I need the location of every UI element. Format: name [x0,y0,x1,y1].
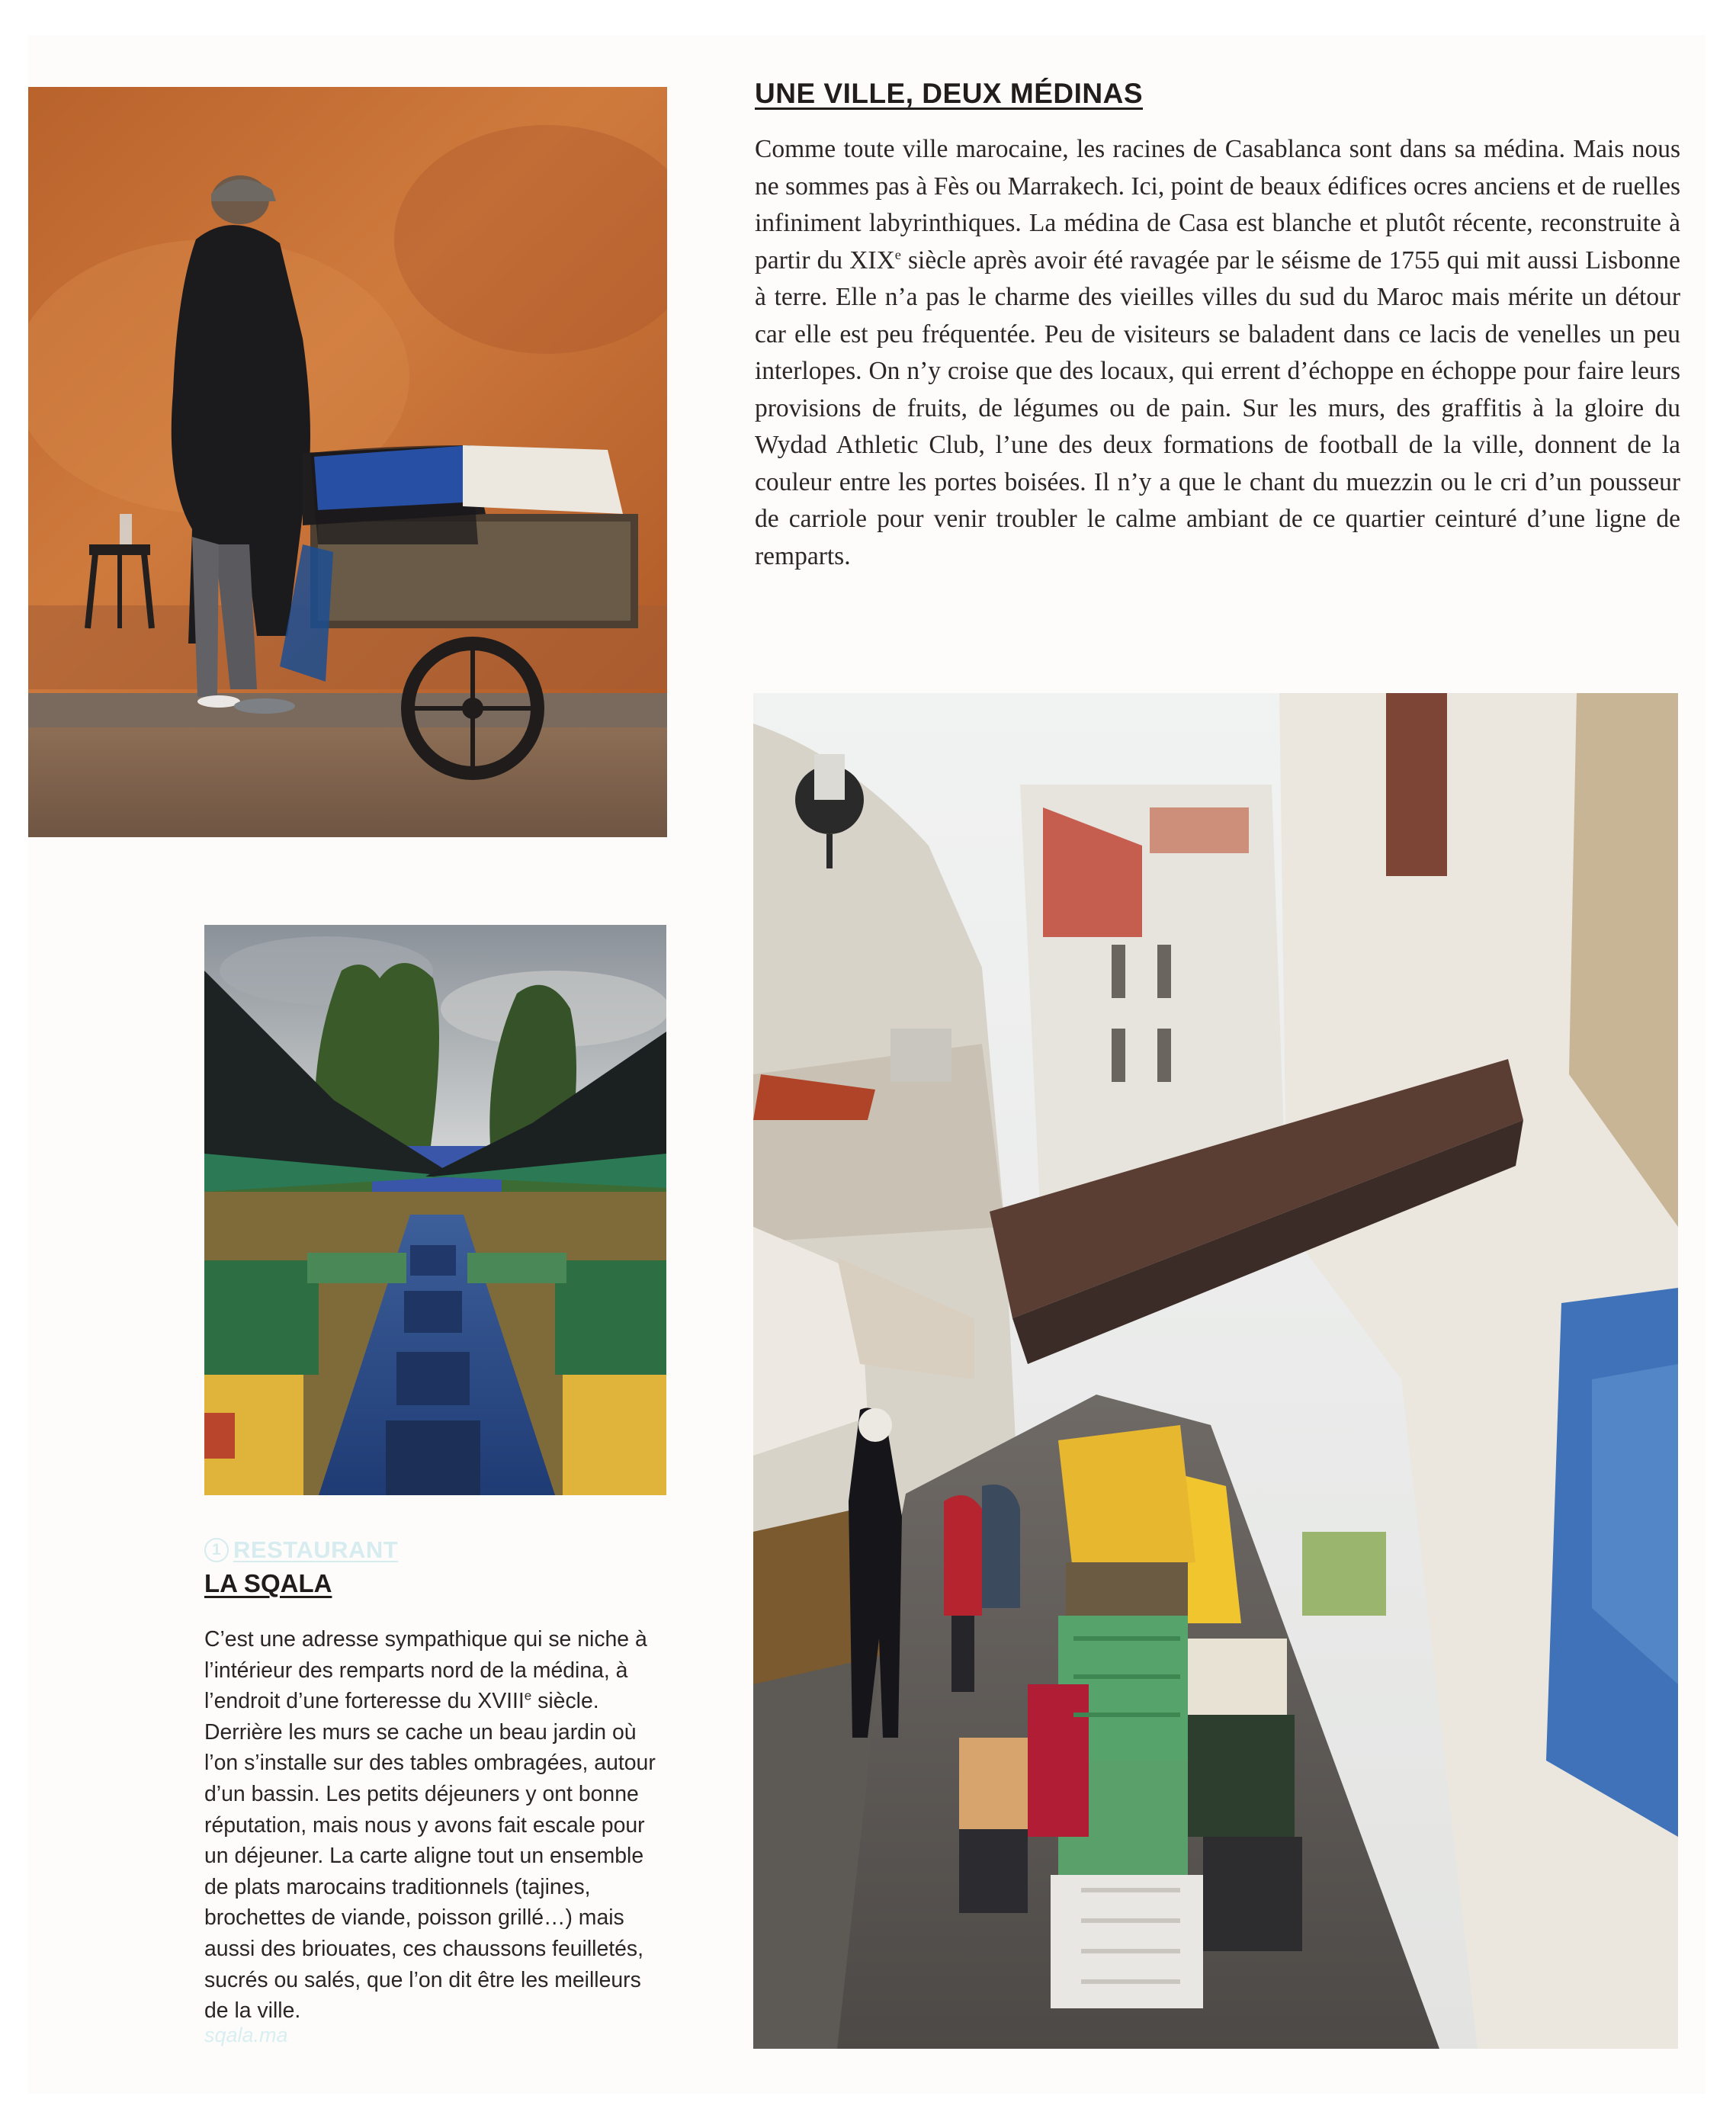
article-heading: UNE VILLE, DEUX MÉDINAS [755,78,1143,109]
restaurant-category: RESTAURANT [233,1536,399,1563]
restaurant-description: C’est une adresse sympathique qui se niche à l’intérieur des remparts nord de la médina, à l’endroit d’une forteresse du XVIIIe siècle. Derrière les murs se cache un beau jardin où l’on s’installe sur des tables ombragées, autour d’un bassin. Les petits déjeuners y ont bonne réputation, mais nous y avons fait escale pour un déjeuner. La carte aligne tout un ensemble de plats marocains traditionnels (tajines, brochettes de viande, poisson grillé…) mais aussi des briouates, ces chaussons feuilletés, sucrés ou salés, que l’on dit être les meilleurs de la ville. [204,1627,656,2024]
restaurant-name: LA SQALA [204,1569,332,1597]
photo-cart-vendor [28,87,667,837]
circled-number-icon: 1 [204,1538,229,1562]
restaurant-kicker [204,1536,398,1564]
photo-medina-street [753,693,1678,2049]
photo-la-sqala-garden [204,925,666,1495]
article-body: Comme toute ville marocaine, les racines de Casablanca sont dans sa médina. Mais nous ne sommes pas à Fès ou Marrakech. Ici, point de beaux édifices ocres anciens et de ruelles infiniment labyrinthiques. La médina de Casa est blanche et plutôt récente, reconstruite à partir du XIXe siècle après avoir été ravagée par le séisme de 1755 qui mit aussi Lisbonne à terre. Elle n’a pas le charme des vieilles villes du sud du Maroc mais mérite un détour car elle est peu fréquentée. Peu de visiteurs se baladent dans ce lacis de venelles un peu interlopes. On n’y croise que des locaux, qui errent d’échoppe en échoppe pour faire leurs provisions de fruits, de légumes ou de pain. Sur les murs, des graffitis à la gloire du Wydad Athletic Club, l’une des deux formations de football de la ville, donnent de la couleur entre les portes boisées. Il n’y a que le chant du muezzin ou le cri d’un pousseur de carriole pour venir troubler le calme ambiant de ce quartier ceinturé d’une ligne de remparts. [755,135,1680,570]
restaurant-website-link[interactable]: sqala.ma [204,2024,288,2046]
